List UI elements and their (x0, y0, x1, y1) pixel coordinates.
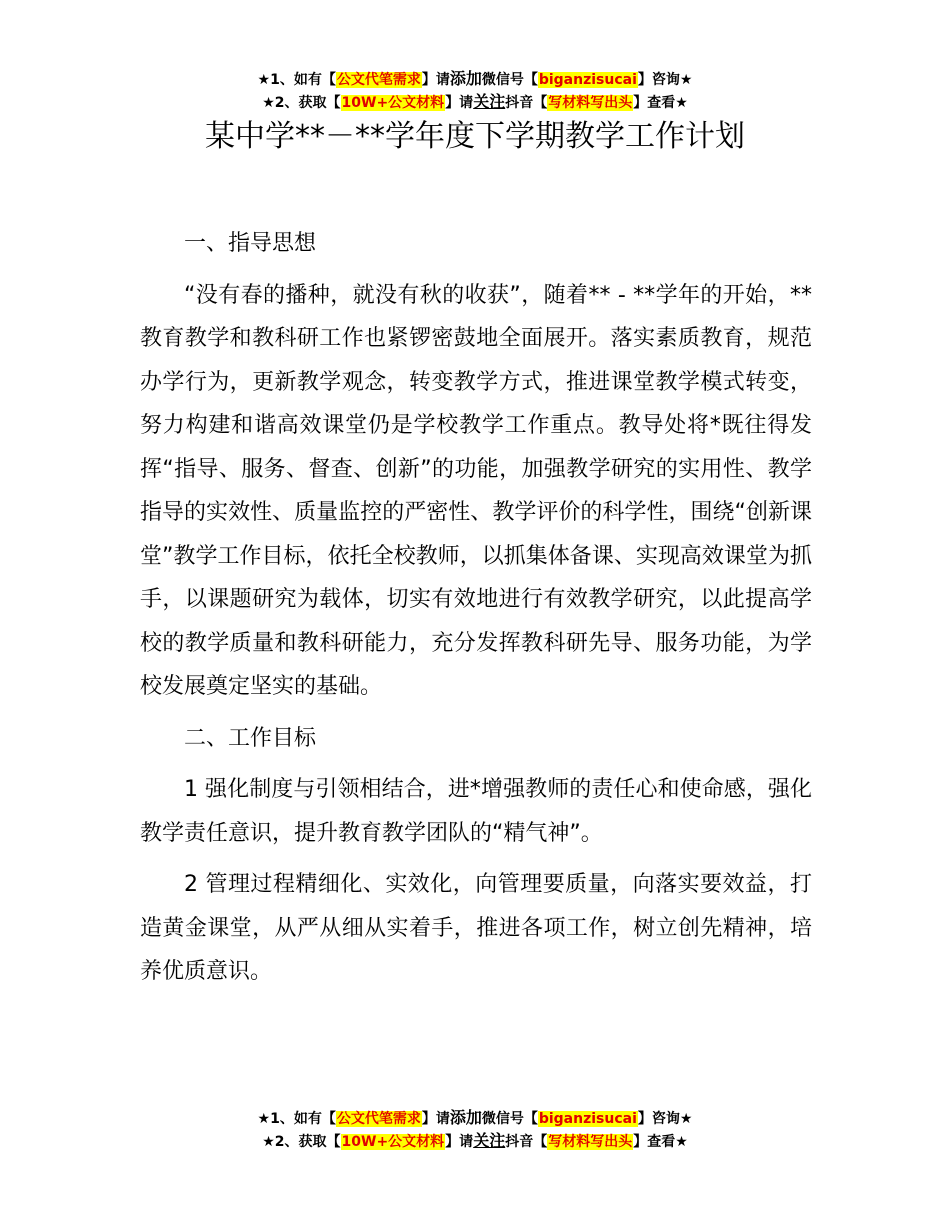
footer-line2-prefix: ★2、获取【 (262, 1134, 341, 1150)
goal-item-1: 1 强化制度与引领相结合，进*增强教师的责任心和使命感，强化教学责任意识，提升教育教学团队的“精气神”。 (140, 777, 812, 846)
banner-line1-emph1: 添加 (449, 69, 482, 88)
footer-line1-emph1: 添加 (449, 1108, 482, 1127)
banner-line2-highlight1: 10W+公文材料 (341, 95, 445, 111)
section1-paragraph: “没有春的播种，就没有秋的收获”，随着** - **学年的开始，**教育教学和教科研工作也紧锣密鼓地全面展开。落实素质教育，规范办学行为，更新教学观念，转变教学方式，推进课堂教学模式转变，努力构建和谐高效课堂仍是学校教学工作重点。教导处将*既往得发挥“指导、服务、督查、创新”的功能，加强教学研究的实用性、教学指导的实效性、质量监控的严密性、教学评价的科学性，围绕“创新课堂”教学工作目标，依托全校教师，以抓集体备课、实现高效课堂为抓手，以课题研究为载体，切实有效地进行有效教学研究，以此提高学校的教学质量和教科研能力，充分发挥教科研先导、服务功能，为学校发展奠定坚实的基础。 (140, 282, 812, 699)
banner-line2-emph1: 关注 (473, 92, 506, 111)
header-banner (0, 68, 950, 114)
footer-line1-highlight2: biganzisucai (538, 1111, 637, 1127)
banner-line1-prefix: ★1、如有【 (257, 72, 336, 88)
banner-line-1 (0, 68, 950, 91)
footer-banner (0, 1107, 950, 1153)
footer-line1-prefix: ★1、如有【 (257, 1111, 336, 1127)
goal-item-2: 2 管理过程精细化、实效化，向管理要质量，向落实要效益，打造黄金课堂，从严从细从实着手，推进各项工作，树立创先精神，培养优质意识。 (140, 872, 812, 984)
banner-line2-mid1: 】请 (445, 95, 474, 111)
footer-line2-highlight1: 10W+公文材料 (341, 1134, 445, 1150)
banner-line2-prefix: ★2、获取【 (262, 95, 341, 111)
banner-line2-mid2: 抖音【 (505, 95, 548, 111)
section1-heading: 一、指导思想 (184, 231, 317, 256)
banner-line1-mid2: 微信号【 (481, 72, 538, 88)
footer-line1-mid2: 微信号【 (481, 1111, 538, 1127)
banner-line1-highlight1: 公文代笔需求 (336, 72, 421, 88)
section2-heading: 二、工作目标 (184, 725, 317, 751)
footer-line-2 (0, 1130, 950, 1153)
footer-line1-suffix: 】咨询★ (637, 1111, 693, 1127)
banner-line1-highlight2: biganzisucai (538, 72, 637, 88)
footer-line1-mid1: 】请 (421, 1111, 450, 1127)
banner-line-2 (0, 91, 950, 114)
document-title: 某中学**－**学年度下学期教学工作计划 (205, 119, 745, 154)
footer-line2-highlight2: 写材料写出头 (548, 1134, 633, 1150)
footer-line2-emph1: 关注 (473, 1131, 506, 1150)
footer-line2-mid2: 抖音【 (505, 1134, 548, 1150)
footer-line1-highlight1: 公文代笔需求 (336, 1111, 421, 1127)
banner-line2-suffix: 】查看★ (633, 95, 688, 111)
footer-line-1 (0, 1107, 950, 1130)
banner-line1-mid1: 】请 (421, 72, 450, 88)
banner-line2-highlight2: 写材料写出头 (548, 95, 633, 111)
footer-line2-mid1: 】请 (445, 1134, 474, 1150)
banner-line1-suffix: 】咨询★ (637, 72, 693, 88)
document-body (140, 222, 812, 1002)
footer-line2-suffix: 】查看★ (633, 1134, 688, 1150)
